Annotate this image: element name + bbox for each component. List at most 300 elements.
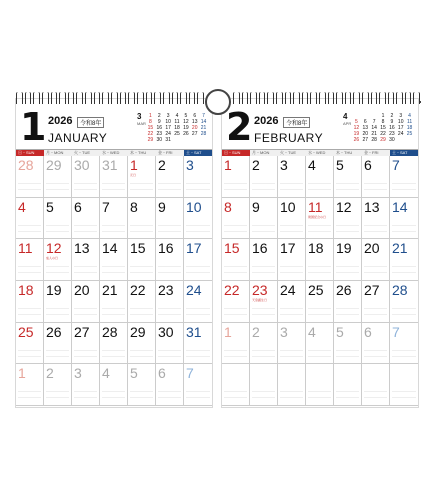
day-cell <box>100 323 128 365</box>
note-lines <box>280 386 303 402</box>
day-cell <box>16 281 44 323</box>
note-lines <box>18 345 41 361</box>
mini-day: 16 <box>156 125 163 131</box>
day-number: 1 <box>18 365 26 382</box>
day-number: 1 <box>224 323 232 340</box>
mini-day: 21 <box>371 131 377 137</box>
day-number: 11 <box>308 198 323 215</box>
note-lines <box>158 386 181 402</box>
day-number: 20 <box>364 240 380 257</box>
day-cell <box>390 198 418 240</box>
note-lines <box>158 178 181 194</box>
day-cell <box>100 239 128 281</box>
hanger-ring <box>205 89 231 115</box>
day-number: 22 <box>224 282 240 298</box>
day-cell <box>184 281 212 323</box>
note-lines <box>336 386 359 402</box>
spiral-loop <box>85 92 92 104</box>
spiral-loop <box>120 92 127 104</box>
day-cell <box>44 239 72 281</box>
day-cell <box>44 323 72 365</box>
day-number: 2 <box>252 157 260 173</box>
spiral-loop <box>111 92 118 104</box>
note-lines <box>252 220 275 236</box>
mini-day <box>173 137 182 143</box>
note-lines <box>102 261 125 277</box>
spiral-loop <box>405 92 412 104</box>
mini-day: 6 <box>193 113 197 119</box>
mini-day: 11 <box>406 119 413 125</box>
day-number: 11 <box>18 240 33 257</box>
note-lines <box>130 178 153 194</box>
day-number: 28 <box>392 282 408 298</box>
day-number: 10 <box>186 198 202 215</box>
weekday-label: 火・TUE <box>278 149 306 156</box>
day-cell <box>128 323 156 365</box>
spiral-loop <box>189 92 196 104</box>
day-cell <box>390 281 418 323</box>
day-cell <box>222 323 250 365</box>
mini-day: 28 <box>371 137 377 143</box>
note-lines <box>392 345 416 361</box>
day-number: 12 <box>46 240 62 257</box>
day-cell <box>306 364 334 406</box>
note-lines <box>130 220 153 236</box>
mini-day: 21 <box>200 125 207 131</box>
spiral-binding-right <box>232 92 421 106</box>
spiral-loop <box>51 92 58 104</box>
day-number: 3 <box>280 323 288 340</box>
day-number: 3 <box>280 157 288 173</box>
note-lines <box>392 386 416 402</box>
mini-day: 5 <box>184 113 188 119</box>
mini-day <box>181 137 190 143</box>
spiral-loop <box>362 92 369 104</box>
mini-day: 7 <box>372 119 376 125</box>
day-cell <box>72 239 100 281</box>
day-number: 4 <box>308 157 316 173</box>
day-number: 6 <box>364 157 372 173</box>
day-number: 5 <box>336 323 344 340</box>
mini-day: 5 <box>355 119 358 125</box>
spiral-binding-left <box>15 92 205 106</box>
mini-day: 22 <box>147 131 154 137</box>
day-cell <box>72 364 100 406</box>
day-number: 21 <box>102 282 118 298</box>
day-cell <box>362 364 390 406</box>
note-lines <box>74 345 97 361</box>
month-number: 1 <box>20 105 47 149</box>
note-lines <box>102 386 125 402</box>
weekday-label: 木・THU <box>128 149 156 156</box>
note-lines <box>74 220 97 236</box>
month-header <box>16 107 212 147</box>
day-cell <box>362 156 390 198</box>
mini-day: 27 <box>191 131 198 137</box>
spiral-loop <box>146 92 153 104</box>
day-cell <box>334 156 362 198</box>
mini-day: 1 <box>149 113 152 119</box>
day-number: 5 <box>46 198 54 215</box>
day-number: 5 <box>130 365 138 382</box>
month-number: 2 <box>226 105 253 149</box>
mini-day: 23 <box>156 131 163 137</box>
day-cell <box>156 156 184 198</box>
note-lines <box>186 386 210 402</box>
mini-day: 26 <box>183 131 189 137</box>
day-number: 3 <box>74 365 82 382</box>
weekday-label: 日・SUN <box>222 149 250 156</box>
weekday-header <box>222 149 418 156</box>
mini-day: 4 <box>408 113 411 119</box>
mini-day: 27 <box>362 137 369 143</box>
month-name: FEBRUARY <box>254 131 324 145</box>
day-cell <box>306 198 334 240</box>
spiral-loop <box>319 92 326 104</box>
day-cell <box>16 156 44 198</box>
day-number: 24 <box>280 282 296 298</box>
day-cell <box>44 281 72 323</box>
note-lines <box>252 303 275 319</box>
note-lines <box>224 345 247 361</box>
day-number: 6 <box>158 365 166 382</box>
mini-calendar-grid <box>146 113 208 143</box>
day-cell <box>250 156 278 198</box>
mini-day: 23 <box>389 131 395 137</box>
day-cell <box>250 281 278 323</box>
mini-day: 13 <box>362 125 369 131</box>
note-lines <box>102 220 125 236</box>
mini-day: 25 <box>174 131 180 137</box>
day-number: 23 <box>158 282 174 298</box>
mini-day: 2 <box>390 113 394 119</box>
note-lines <box>158 261 181 277</box>
note-lines <box>280 178 303 194</box>
spiral-loop <box>276 92 283 104</box>
spiral-loop <box>94 92 101 104</box>
mini-day: 30 <box>389 137 395 143</box>
note-lines <box>392 178 416 194</box>
day-cell <box>222 239 250 281</box>
day-cell <box>156 364 184 406</box>
note-lines <box>74 386 97 402</box>
spiral-loop <box>172 92 179 104</box>
mini-day: 15 <box>380 125 386 131</box>
mini-month-label: MAR <box>137 121 146 126</box>
day-number: 15 <box>130 240 146 257</box>
day-cell <box>278 198 306 240</box>
mini-day: 20 <box>191 125 198 131</box>
day-number: 17 <box>186 240 202 257</box>
spiral-loop <box>76 92 83 104</box>
weekday-label: 水・WED <box>100 149 128 156</box>
note-lines <box>130 303 153 319</box>
day-number: 31 <box>186 323 202 340</box>
day-cell <box>16 198 44 240</box>
note-lines <box>186 178 210 194</box>
note-lines <box>364 178 387 194</box>
note-lines <box>224 386 247 402</box>
mini-calendar <box>137 112 208 143</box>
holiday-note: 元日 <box>130 173 137 177</box>
mini-day: 11 <box>174 119 180 125</box>
day-cell <box>100 281 128 323</box>
day-cell <box>250 364 278 406</box>
weekday-label: 月・MON <box>44 149 72 156</box>
day-number: 5 <box>336 157 344 173</box>
mini-day: 17 <box>397 125 404 131</box>
mini-day: 15 <box>147 125 154 131</box>
holiday-note: 天皇誕生日 <box>252 298 268 302</box>
mini-day: 18 <box>174 125 180 131</box>
note-lines <box>46 178 69 194</box>
spiral-loop <box>16 92 23 104</box>
note-lines <box>158 303 181 319</box>
weekday-label: 木・THU <box>334 149 362 156</box>
note-lines <box>392 261 416 277</box>
note-lines <box>158 220 181 236</box>
day-number: 10 <box>280 198 296 215</box>
day-cell <box>334 239 362 281</box>
spiral-loop <box>336 92 343 104</box>
day-cell <box>184 198 212 240</box>
spiral-loop <box>396 92 403 104</box>
mini-day: 20 <box>362 131 369 137</box>
day-cell <box>16 364 44 406</box>
day-cell <box>222 156 250 198</box>
note-lines <box>308 178 331 194</box>
spiral-loop <box>267 92 274 104</box>
day-number: 26 <box>336 282 352 298</box>
spiral-loop <box>293 92 300 104</box>
note-lines <box>224 303 247 319</box>
note-lines <box>252 261 275 277</box>
year-label: 2026 <box>48 115 73 127</box>
day-number: 13 <box>74 240 90 257</box>
day-number: 14 <box>102 240 118 257</box>
day-cell <box>100 198 128 240</box>
day-cell <box>128 239 156 281</box>
spiral-loop <box>137 92 144 104</box>
weekday-label: 月・MON <box>250 149 278 156</box>
mini-day: 16 <box>389 125 395 131</box>
day-cell <box>100 364 128 406</box>
mini-day <box>190 137 199 143</box>
day-number: 30 <box>74 157 90 173</box>
mini-day <box>405 137 414 143</box>
note-lines <box>74 178 97 194</box>
day-cell <box>222 281 250 323</box>
day-cell <box>278 156 306 198</box>
day-number: 2 <box>46 365 54 382</box>
note-lines <box>46 386 69 402</box>
day-cell <box>250 198 278 240</box>
spiral-loop <box>197 92 204 104</box>
day-number: 21 <box>392 240 408 257</box>
day-number: 30 <box>158 323 174 340</box>
mini-day <box>396 137 405 143</box>
spiral-loop <box>68 92 75 104</box>
mini-day: 30 <box>156 137 163 143</box>
day-number: 23 <box>252 282 268 298</box>
note-lines <box>308 345 331 361</box>
day-cell <box>278 364 306 406</box>
note-lines <box>46 345 69 361</box>
day-cell <box>184 323 212 365</box>
day-number: 18 <box>308 240 324 257</box>
day-cell <box>128 364 156 406</box>
note-lines <box>336 303 359 319</box>
day-cell <box>100 156 128 198</box>
day-cell <box>222 198 250 240</box>
note-lines <box>186 220 210 236</box>
note-lines <box>336 261 359 277</box>
note-lines <box>336 345 359 361</box>
day-number: 7 <box>102 198 110 215</box>
note-lines <box>74 261 97 277</box>
day-number: 29 <box>46 157 62 173</box>
day-cell <box>156 198 184 240</box>
day-cell <box>306 323 334 365</box>
weekday-label: 金・FRI <box>362 149 390 156</box>
day-grid <box>222 156 418 406</box>
note-lines <box>252 178 275 194</box>
note-lines <box>364 303 387 319</box>
day-cell <box>306 281 334 323</box>
day-number: 13 <box>364 198 380 215</box>
note-lines <box>18 386 41 402</box>
mini-day: 29 <box>147 137 154 143</box>
day-number: 17 <box>280 240 296 257</box>
day-number: 26 <box>46 323 62 340</box>
day-number: 1 <box>130 157 138 173</box>
spiral-loop <box>102 92 109 104</box>
note-lines <box>46 303 69 319</box>
calendar-page-february <box>221 98 419 408</box>
day-number: 3 <box>186 157 194 173</box>
mini-day: 19 <box>183 125 189 131</box>
note-lines <box>46 261 69 277</box>
note-lines <box>158 345 181 361</box>
mini-calendar <box>343 112 414 143</box>
day-cell <box>278 239 306 281</box>
day-number: 2 <box>158 157 166 173</box>
day-number: 14 <box>392 198 408 215</box>
mini-day: 19 <box>353 131 360 137</box>
day-cell <box>306 156 334 198</box>
mini-day: 12 <box>353 125 360 131</box>
day-number: 8 <box>224 198 232 215</box>
spiral-loop <box>33 92 40 104</box>
mini-day: 28 <box>200 131 207 137</box>
mini-day: 14 <box>371 125 377 131</box>
note-lines <box>252 345 275 361</box>
weekday-label: 金・FRI <box>156 149 184 156</box>
spiral-loop <box>302 92 309 104</box>
spiral-loop <box>25 92 32 104</box>
note-lines <box>280 261 303 277</box>
day-cell <box>390 156 418 198</box>
mini-day: 10 <box>397 119 404 125</box>
day-number: 1 <box>224 157 232 173</box>
note-lines <box>224 261 247 277</box>
mini-day: 24 <box>397 131 404 137</box>
day-number: 4 <box>102 365 110 382</box>
day-number: 12 <box>336 198 352 215</box>
holiday-note: 建国記念の日 <box>308 214 327 219</box>
day-cell <box>72 156 100 198</box>
day-cell <box>16 323 44 365</box>
note-lines <box>308 220 331 236</box>
day-number: 27 <box>364 282 380 298</box>
day-cell <box>222 364 250 406</box>
mini-day: 10 <box>165 119 171 125</box>
day-cell <box>334 323 362 365</box>
note-lines <box>224 178 247 194</box>
spiral-loop <box>310 92 317 104</box>
mini-day: 25 <box>406 131 413 137</box>
holiday-note: 成人の日 <box>46 256 59 261</box>
day-number: 27 <box>74 323 90 340</box>
mini-day: 6 <box>363 119 367 125</box>
spiral-loop <box>154 92 161 104</box>
day-cell <box>156 323 184 365</box>
day-cell <box>334 364 362 406</box>
mini-day: 4 <box>175 113 179 119</box>
day-number: 6 <box>364 323 372 340</box>
day-cell <box>44 198 72 240</box>
day-number: 16 <box>252 240 268 257</box>
mini-day: 17 <box>165 125 171 131</box>
note-lines <box>18 220 41 236</box>
mini-day: 3 <box>399 113 403 119</box>
day-cell <box>334 281 362 323</box>
note-lines <box>308 303 331 319</box>
note-lines <box>336 178 359 194</box>
mini-day: 8 <box>149 119 152 125</box>
note-lines <box>130 345 153 361</box>
day-number: 9 <box>252 198 260 215</box>
note-lines <box>336 220 359 236</box>
day-grid <box>16 156 212 406</box>
note-lines <box>280 220 303 236</box>
spiral-loop <box>128 92 135 104</box>
day-number: 22 <box>130 282 146 298</box>
day-number: 8 <box>130 198 138 215</box>
day-cell <box>72 281 100 323</box>
note-lines <box>46 220 69 236</box>
day-number: 18 <box>18 282 34 298</box>
note-lines <box>364 261 387 277</box>
mini-day: 29 <box>380 137 386 143</box>
era-label: 令和8年 <box>77 117 104 128</box>
day-cell <box>250 323 278 365</box>
mini-day: 26 <box>353 137 360 143</box>
note-lines <box>392 303 416 319</box>
note-lines <box>102 178 125 194</box>
mini-month-number: 3 <box>137 112 142 121</box>
spiral-loop <box>42 92 49 104</box>
mini-day: 8 <box>381 119 385 125</box>
spiral-loop <box>285 92 292 104</box>
day-number: 7 <box>186 365 194 382</box>
day-cell <box>184 156 212 198</box>
day-number: 16 <box>158 240 174 257</box>
weekday-label: 水・WED <box>306 149 334 156</box>
spiral-loop <box>328 92 335 104</box>
day-number: 9 <box>158 198 166 215</box>
day-cell <box>128 198 156 240</box>
